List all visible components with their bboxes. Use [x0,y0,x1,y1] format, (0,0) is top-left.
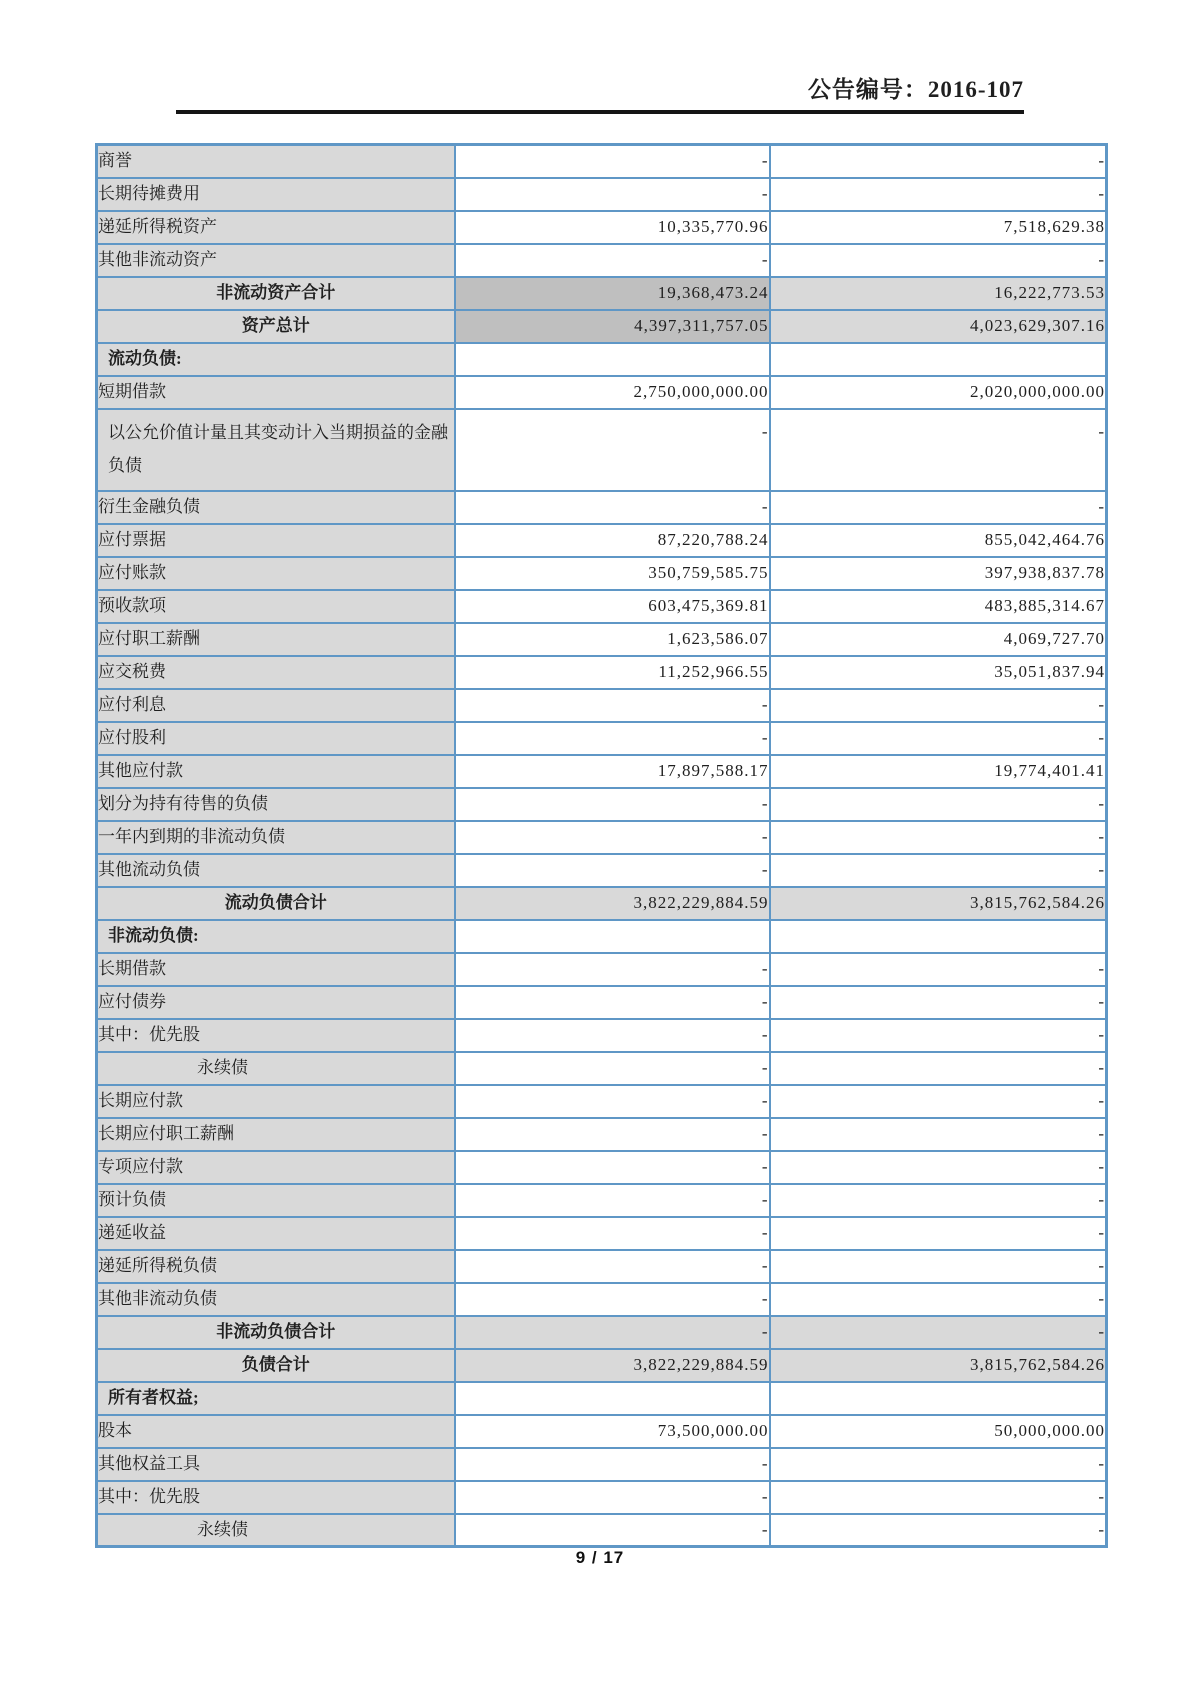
table-row [97,689,1107,722]
prior-period-value: - [770,1250,1107,1283]
row-label: 其他流动负债 [97,854,455,887]
prior-period-value: - [770,1283,1107,1316]
prior-period-value: 50,000,000.00 [770,1415,1107,1448]
table-row [97,145,1107,178]
prior-period-value: - [770,854,1107,887]
table-row [97,1514,1107,1547]
current-period-value: 73,500,000.00 [455,1415,770,1448]
row-label: 其他非流动负债 [97,1283,455,1316]
current-period-value: 4,397,311,757.05 [455,310,770,343]
table-row [97,1250,1107,1283]
current-period-value: 350,759,585.75 [455,557,770,590]
current-period-value [455,920,770,953]
table-row [97,178,1107,211]
current-period-value: - [455,1118,770,1151]
prior-period-value: 855,042,464.76 [770,524,1107,557]
row-label: 其他应付款 [97,755,455,788]
row-label: 专项应付款 [97,1151,455,1184]
row-label: 长期应付款 [97,1085,455,1118]
current-period-value: - [455,1283,770,1316]
prior-period-value [770,920,1107,953]
table-row [97,1349,1107,1382]
row-label: 长期待摊费用 [97,178,455,211]
current-period-value: 3,822,229,884.59 [455,887,770,920]
prior-period-value: - [770,1481,1107,1514]
prior-period-value: 2,020,000,000.00 [770,376,1107,409]
row-label: 应付职工薪酬 [97,623,455,656]
prior-period-value: - [770,953,1107,986]
row-label: 永续债 [97,1052,455,1085]
current-period-value: 19,368,473.24 [455,277,770,310]
row-label: 其中：优先股 [97,1019,455,1052]
current-period-value: - [455,1151,770,1184]
current-period-value: - [455,821,770,854]
row-label: 递延收益 [97,1217,455,1250]
current-period-value [455,1382,770,1415]
table-row [97,1085,1107,1118]
current-period-value: - [455,788,770,821]
prior-period-value: 7,518,629.38 [770,211,1107,244]
current-period-value: - [455,409,770,491]
prior-period-value: 35,051,837.94 [770,656,1107,689]
prior-period-value: - [770,244,1107,277]
table-row [97,920,1107,953]
table-row [97,557,1107,590]
row-label: 递延所得税资产 [97,211,455,244]
current-period-value: - [455,953,770,986]
row-label: 以公允价值计量且其变动计入当期损益的金融负债 [97,409,455,491]
table-row [97,590,1107,623]
table-row [97,1481,1107,1514]
table-row [97,524,1107,557]
prior-period-value: 16,222,773.53 [770,277,1107,310]
current-period-value: - [455,1514,770,1547]
table-row [97,1151,1107,1184]
current-period-value: - [455,689,770,722]
current-period-value: - [455,1085,770,1118]
balance-sheet-table [95,143,1108,1548]
prior-period-value: - [770,1118,1107,1151]
prior-period-value: - [770,788,1107,821]
table-row [97,409,1107,491]
current-period-value: - [455,1481,770,1514]
table-row [97,1019,1107,1052]
table-row [97,854,1107,887]
prior-period-value: - [770,145,1107,178]
prior-period-value: - [770,1085,1107,1118]
table-row [97,1052,1107,1085]
prior-period-value: - [770,821,1107,854]
row-label: 非流动负债: [97,920,455,953]
table-row [97,277,1107,310]
current-period-value: 10,335,770.96 [455,211,770,244]
table-row [97,953,1107,986]
current-period-value: - [455,1184,770,1217]
prior-period-value: 397,938,837.78 [770,557,1107,590]
row-label: 预收款项 [97,590,455,623]
prior-period-value: - [770,689,1107,722]
row-label: 流动负债: [97,343,455,376]
prior-period-value: - [770,178,1107,211]
prior-period-value: - [770,722,1107,755]
prior-period-value: - [770,1019,1107,1052]
row-label: 其中：优先股 [97,1481,455,1514]
table-row [97,1316,1107,1349]
row-label: 一年内到期的非流动负债 [97,821,455,854]
current-period-value: 11,252,966.55 [455,656,770,689]
announcement-number: 公告编号：2016-107 [807,77,1024,102]
table-row [97,1118,1107,1151]
prior-period-value: - [770,1316,1107,1349]
prior-period-value: - [770,1217,1107,1250]
table-row [97,1217,1107,1250]
current-period-value: - [455,1448,770,1481]
current-period-value [455,343,770,376]
current-period-value: - [455,986,770,1019]
table-row [97,1415,1107,1448]
table-row [97,1184,1107,1217]
current-period-value: - [455,1316,770,1349]
current-period-value: 603,475,369.81 [455,590,770,623]
table-row [97,656,1107,689]
prior-period-value: - [770,1052,1107,1085]
row-label: 非流动负债合计 [97,1316,455,1349]
row-label: 其他非流动资产 [97,244,455,277]
current-period-value: - [455,1019,770,1052]
row-label: 非流动资产合计 [97,277,455,310]
table-row [97,623,1107,656]
current-period-value: 87,220,788.24 [455,524,770,557]
prior-period-value: - [770,1514,1107,1547]
table-row [97,1448,1107,1481]
row-label: 应付股利 [97,722,455,755]
current-period-value: 1,623,586.07 [455,623,770,656]
current-period-value: - [455,1250,770,1283]
current-period-value: - [455,1052,770,1085]
page-header [176,76,1024,114]
table-row [97,244,1107,277]
row-label: 应付票据 [97,524,455,557]
current-period-value: - [455,491,770,524]
current-period-value: - [455,178,770,211]
table-row [97,343,1107,376]
row-label: 其他权益工具 [97,1448,455,1481]
prior-period-value: 483,885,314.67 [770,590,1107,623]
row-label: 负债合计 [97,1349,455,1382]
row-label: 递延所得税负债 [97,1250,455,1283]
row-label: 应付账款 [97,557,455,590]
row-label: 资产总计 [97,310,455,343]
table-row [97,821,1107,854]
prior-period-value: 4,069,727.70 [770,623,1107,656]
table-row [97,722,1107,755]
current-period-value: 2,750,000,000.00 [455,376,770,409]
row-label: 预计负债 [97,1184,455,1217]
page-number: 9 / 17 [575,1548,625,1567]
current-period-value: - [455,1217,770,1250]
header-rule [176,110,1024,114]
prior-period-value [770,343,1107,376]
prior-period-value: - [770,986,1107,1019]
table-row [97,211,1107,244]
row-label: 短期借款 [97,376,455,409]
prior-period-value: - [770,1184,1107,1217]
table-row [97,788,1107,821]
row-label: 应交税费 [97,656,455,689]
prior-period-value: - [770,1151,1107,1184]
current-period-value: - [455,854,770,887]
row-label: 应付利息 [97,689,455,722]
row-label: 划分为持有待售的负债 [97,788,455,821]
row-label: 流动负债合计 [97,887,455,920]
row-label: 长期应付职工薪酬 [97,1118,455,1151]
prior-period-value [770,1382,1107,1415]
row-label: 商誉 [97,145,455,178]
prior-period-value: 4,023,629,307.16 [770,310,1107,343]
current-period-value: 3,822,229,884.59 [455,1349,770,1382]
prior-period-value: 19,774,401.41 [770,755,1107,788]
table-body [97,145,1107,1547]
prior-period-value: - [770,491,1107,524]
prior-period-value: 3,815,762,584.26 [770,1349,1107,1382]
table-row [97,376,1107,409]
row-label: 衍生金融负债 [97,491,455,524]
row-label: 长期借款 [97,953,455,986]
table-row [97,986,1107,1019]
table-row [97,887,1107,920]
current-period-value: - [455,244,770,277]
row-label: 所有者权益; [97,1382,455,1415]
table-row [97,1283,1107,1316]
row-label: 应付债券 [97,986,455,1019]
prior-period-value: - [770,409,1107,491]
table-row [97,755,1107,788]
current-period-value: 17,897,588.17 [455,755,770,788]
prior-period-value: - [770,1448,1107,1481]
current-period-value: - [455,145,770,178]
current-period-value: - [455,722,770,755]
table-row [97,491,1107,524]
table-row [97,310,1107,343]
table-row [97,1382,1107,1415]
prior-period-value: 3,815,762,584.26 [770,887,1107,920]
row-label: 永续债 [97,1514,455,1547]
row-label: 股本 [97,1415,455,1448]
